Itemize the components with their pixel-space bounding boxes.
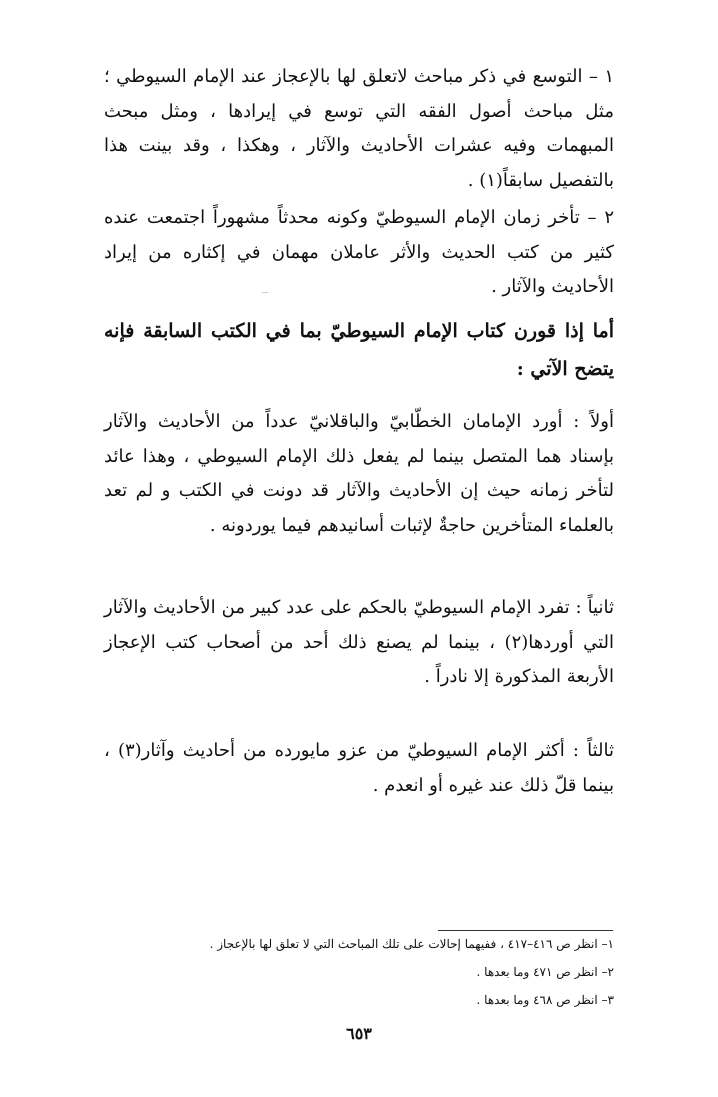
paragraph-first: أولاً : أورد الإمامان الخطّابيّ والباقلانيّ عدداً من الأحاديث والآثار بإسناد هما المتصل بينما لم يفعل ذلك الإمام السيوطي ، وهذا عائد لتأخر زمانه حيث إن الأحاديث والآثار قد دونت في الكتب و لم تعد بالعلماء المتأخرين حاجةٌ لإثبات أسانيدهم فيما يوردونه . [104,411,614,536]
footnotes-list [104,930,614,1014]
page-number: ٦٥٣ [346,1024,372,1043]
paragraph-point-2: ٢ – تأخر زمان الإمام السيوطيّ وكونه محدثاً مشهوراً اجتمعت عنده كثير من كتب الحديث والأثر عاملان مهمان في إكثاره من إيراد الأحاديث والآثار . [104,207,614,297]
paragraph-third: ثالثاً : أكثر الإمام السيوطيّ من عزو مايورده من أحاديث وآثار(٣) ، بينما قلّ ذلك عند غيره أو انعدم . [104,740,614,796]
paragraph-second: ثانياً : تفرد الإمام السيوطيّ بالحكم على عدد كبير من الأحاديث والآثار التي أوردها(٢) ، بينما لم يصنع ذلك أحد من أصحاب كتب الإعجاز الأربعة المذكورة إلا نادراً . [104,597,615,687]
section-heading: أما إذا قورن كتاب الإمام السيوطيّ بما في الكتب السابقة فإنه يتضح الآتي : [104,320,614,380]
footnote-2: ٢– انظر ص ٤٧١ وما بعدها . [476,965,614,979]
scan-speck [262,292,268,293]
footnote-3: ٣– انظر ص ٤٦٨ وما بعدها . [476,993,614,1007]
paragraph-point-1: ١ – التوسع في ذكر مباحث لاتعلق لها بالإعجاز عند الإمام السيوطي ؛ مثل مباحث أصول الفقه التي توسع في إيرادها ، ومثل مبحث المبهمات وفيه عشرات الأحاديث والآثار ، وهكذا ، وقد بينت هذا بالتفصيل سابقاً(١) . [104,66,614,191]
footnote-1: ١– انظر ص ٤١٦–٤١٧ ، ففيهما إحالات على تلك المباحث التي لا تعلق لها بالإعجاز . [209,937,614,951]
